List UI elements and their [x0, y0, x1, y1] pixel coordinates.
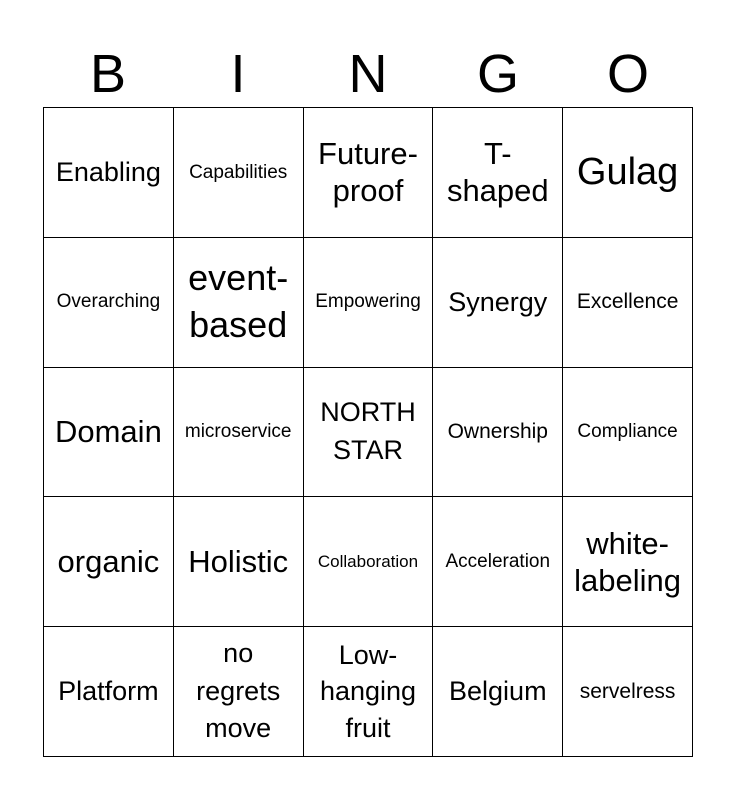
cell-text: Holistic [188, 544, 289, 580]
cell-text: Enabling [55, 157, 161, 188]
bingo-cell[interactable] [174, 238, 304, 368]
cell-text: Synergy [448, 286, 548, 317]
cell-text: servelress [579, 679, 676, 703]
bingo-cell[interactable] [563, 497, 693, 627]
bingo-cell[interactable] [44, 497, 174, 627]
cell-text: Collaboration [317, 552, 419, 572]
cell-text: Future-proof [318, 136, 418, 209]
bingo-cell[interactable] [563, 238, 693, 368]
cell-text: Empowering [315, 291, 421, 313]
bingo-board [43, 107, 693, 757]
cell-text: T-shaped [446, 136, 549, 209]
bingo-cell[interactable] [433, 368, 563, 498]
cell-text: no regrets move [196, 637, 281, 744]
bingo-cell[interactable] [304, 238, 434, 368]
bingo-cell[interactable] [174, 368, 304, 498]
cell-text: Platform [58, 676, 159, 707]
bingo-cell[interactable] [44, 368, 174, 498]
cell-text: Gulag [576, 150, 679, 193]
cell-text: Excellence [576, 290, 679, 314]
bingo-cell[interactable] [174, 108, 304, 238]
bingo-cell[interactable] [563, 368, 693, 498]
bingo-cell[interactable] [433, 238, 563, 368]
bingo-cell[interactable] [304, 368, 434, 498]
bingo-cell[interactable] [44, 108, 174, 238]
bingo-cell[interactable] [433, 108, 563, 238]
cell-text: Compliance [577, 421, 678, 443]
cell-text: Belgium [449, 676, 547, 707]
bingo-cell[interactable] [563, 627, 693, 757]
bingo-cell[interactable] [44, 238, 174, 368]
bingo-cell[interactable] [433, 627, 563, 757]
cell-text: Ownership [447, 420, 548, 444]
bingo-cell[interactable] [304, 627, 434, 757]
cell-text: microservice [184, 421, 292, 443]
cell-text: Domain [54, 414, 162, 450]
cell-text: event-based [188, 257, 289, 346]
cell-text: organic [57, 544, 160, 580]
bingo-cell[interactable] [563, 108, 693, 238]
cell-text: NORTH STAR [320, 397, 416, 465]
bingo-cell[interactable] [304, 108, 434, 238]
cell-text: Acceleration [445, 550, 551, 572]
cell-text: Overarching [56, 291, 161, 313]
header-letter-b: B [89, 44, 127, 104]
bingo-header [43, 40, 693, 108]
header-letter-i: I [230, 44, 246, 104]
header-letter-g: G [476, 44, 519, 104]
bingo-cell[interactable] [304, 497, 434, 627]
bingo-cell[interactable] [174, 497, 304, 627]
cell-text: Capabilities [189, 161, 288, 183]
header-letter-o: O [606, 44, 649, 104]
cell-text: Low-hanging fruit [319, 639, 417, 743]
header-letter-n: N [348, 44, 388, 104]
bingo-cell[interactable] [433, 497, 563, 627]
bingo-cell[interactable] [174, 627, 304, 757]
cell-text: white-labeling [574, 525, 682, 598]
bingo-cell[interactable] [44, 627, 174, 757]
